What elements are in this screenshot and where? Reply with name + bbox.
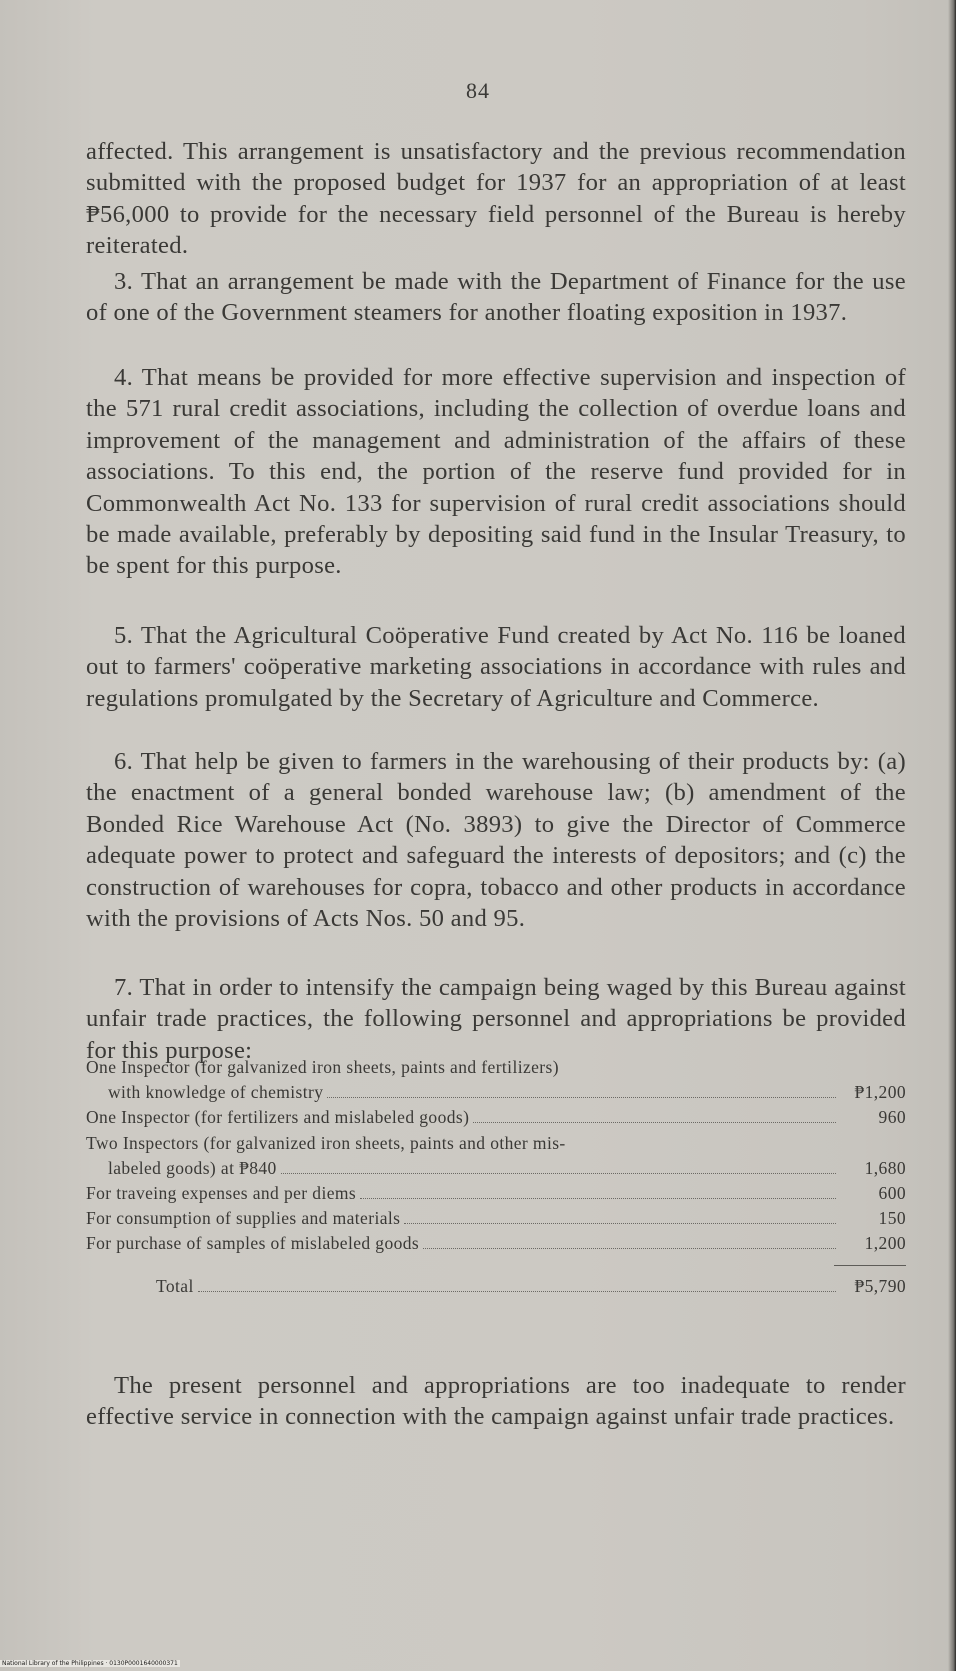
table-row bbox=[86, 1055, 906, 1080]
paragraph-text: 6. That help be given to farmers in the warehousing of their products by: (a) the enactment of a general bonded warehouse law; (b) amendment of the Bonded Rice Warehouse Act (No. 3893) to give the Director of Commerce adequate power to protect and safeguard the interests of depositors; and (c) the construction of warehouses for copra, tobacco and other products in accordance with the provisions of Acts Nos. 50 and 95. bbox=[86, 748, 906, 933]
total-amount: ₱5,790 bbox=[854, 1275, 906, 1296]
budget-item-amount: 600 bbox=[878, 1182, 906, 1203]
total-label: Total bbox=[156, 1275, 194, 1296]
table-row bbox=[86, 1231, 906, 1256]
scan-credit-label: National Library of the Philippines · 0130P0001640000371 bbox=[2, 1660, 178, 1667]
page-number: 84 bbox=[466, 78, 490, 103]
table-row bbox=[86, 1181, 906, 1206]
closing-paragraph bbox=[86, 1370, 906, 1433]
paragraph-text: 5. That the Agricultural Coöperative Fund created by Act No. 116 be loaned out to farmers' coöperative marketing associations in accordance with rules and regulations promulgated by the Secretary of Agriculture and Commerce. bbox=[86, 622, 906, 712]
budget-item-description: For consumption of supplies and materials bbox=[86, 1208, 401, 1229]
table-row bbox=[86, 1080, 906, 1105]
budget-item-amount: 1,200 bbox=[864, 1233, 906, 1254]
budget-item-description: For purchase of samples of mislabeled goods bbox=[86, 1233, 420, 1254]
appropriations-table bbox=[86, 1055, 906, 1299]
budget-item-amount: ₱1,200 bbox=[854, 1082, 906, 1103]
budget-item-amount: 150 bbox=[878, 1208, 906, 1229]
table-row bbox=[86, 1156, 906, 1181]
paragraph-item-5 bbox=[86, 620, 906, 714]
paragraph-item-4 bbox=[86, 362, 906, 582]
dot-leader bbox=[327, 1097, 836, 1098]
budget-item-description: with knowledge of chemistry bbox=[108, 1082, 324, 1103]
table-row bbox=[86, 1206, 906, 1231]
budget-item-description: One Inspector (for galvanized iron sheets, paints and fertilizers) bbox=[86, 1057, 559, 1077]
table-row bbox=[86, 1105, 906, 1130]
sum-rule-line bbox=[834, 1265, 906, 1266]
dot-leader bbox=[198, 1291, 836, 1292]
budget-item-description: For traveing expenses and per diems bbox=[86, 1182, 357, 1203]
dot-leader bbox=[473, 1122, 836, 1123]
total-row bbox=[86, 1274, 906, 1299]
paragraph-item-7 bbox=[86, 972, 906, 1066]
budget-item-amount: 1,680 bbox=[864, 1157, 906, 1178]
paragraph-text: The present personnel and appropriations are too inadequate to render effective service in connection with the campaign against unfair trade practices. bbox=[86, 1372, 906, 1431]
dot-leader bbox=[281, 1173, 836, 1174]
paragraph-continuation bbox=[86, 136, 906, 262]
paragraph-item-3 bbox=[86, 266, 906, 329]
budget-item-description: Two Inspectors (for galvanized iron sheets, paints and other mis- bbox=[86, 1132, 566, 1153]
dot-leader bbox=[360, 1198, 836, 1199]
paragraph-text: 7. That in order to intensify the campaign being waged by this Bureau against unfair trade practices, the following personnel and appropriations be provided for this purpose: bbox=[86, 974, 906, 1064]
paragraph-text: affected. This arrangement is unsatisfactory and the previous recommendation submitted with the proposed budget for 1937 for an appropriation of at least ₱56,000 to provide for the necessary field personnel of the Bureau is hereby reiterated. bbox=[86, 138, 906, 260]
budget-item-description: One Inspector (for fertilizers and mislabeled goods) bbox=[86, 1107, 470, 1128]
table-row bbox=[86, 1131, 906, 1156]
paragraph-text: 3. That an arrangement be made with the Department of Finance for the use of one of the Government steamers for another floating exposition in 1937. bbox=[86, 268, 906, 327]
budget-item-description: labeled goods) at ₱840 bbox=[108, 1157, 277, 1178]
dot-leader bbox=[404, 1223, 836, 1224]
paragraph-item-6 bbox=[86, 746, 906, 934]
page-edge-shadow bbox=[948, 0, 956, 1671]
dot-leader bbox=[423, 1248, 836, 1249]
paragraph-text: 4. That means be provided for more effective supervision and inspection of the 571 rural credit associations, including the collection of overdue loans and improvement of the management and administration of the affairs of these associations. To this end, the portion of the reserve fund provided for in Commonwealth Act No. 133 for supervision of rural credit associations should be made available, preferably by depositing said fund in the Insular Treasury, to be spent for this purpose. bbox=[86, 364, 906, 580]
budget-item-amount: 960 bbox=[878, 1107, 906, 1128]
